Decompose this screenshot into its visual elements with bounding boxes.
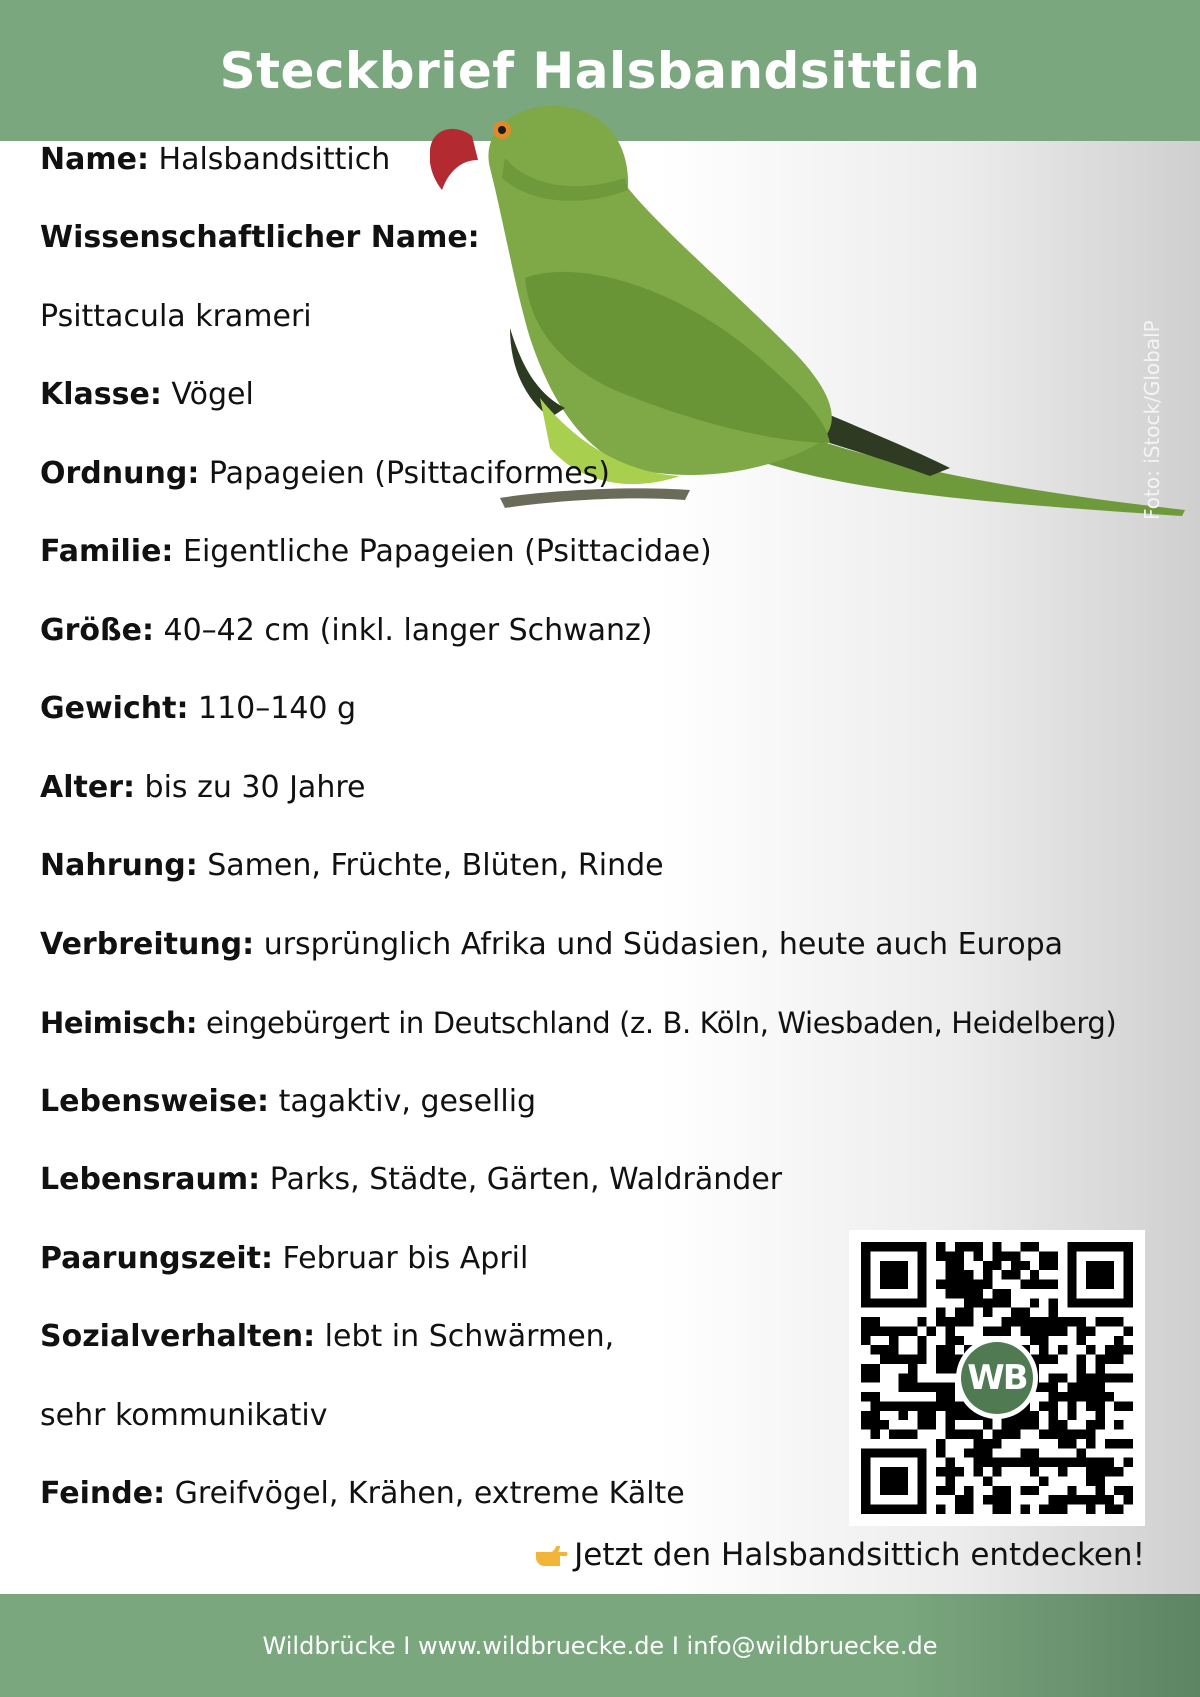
footer-text[interactable]: Wildbrücke I www.wildbruecke.de I info@wildbruecke.de [262,1631,938,1660]
fact-label: Lebensweise: [40,1084,270,1119]
fact-label: Paarungszeit: [40,1241,273,1276]
fact-label: Klasse: [40,377,162,412]
fact-label: Größe: [40,613,154,648]
fact-food [40,846,664,886]
fact-label: Ordnung: [40,456,200,491]
fact-value: Halsbandsittich [158,142,391,177]
fact-value: eingebürgert in Deutschland (z. B. Köln, Wiesbaden, Heidelberg) [205,1006,1117,1040]
fact-social-behavior [40,1317,614,1357]
fact-scientific-name-label [40,218,480,258]
logo-text: WB [961,1342,1033,1414]
call-to-action[interactable] [534,1535,1145,1575]
fact-label: Lebensraum: [40,1162,261,1197]
qr-code[interactable] [849,1230,1145,1526]
fact-value: 110–140 g [198,691,357,726]
fact-enemies [40,1474,685,1514]
fact-label: Familie: [40,534,174,569]
fact-value: Parks, Städte, Gärten, Waldränder [269,1162,783,1197]
fact-social-behavior-continued [40,1396,328,1436]
fact-value: Psittacula krameri [40,299,312,334]
fact-age [40,768,365,808]
fact-label: Name: [40,142,149,177]
fact-label: Wissenschaftlicher Name: [40,220,480,255]
fact-label: Sozialverhalten: [40,1319,316,1354]
fact-label: Feinde: [40,1476,166,1511]
fact-lifestyle [40,1082,536,1122]
photo-credit: Foto: iStock/GlobalP [1140,320,1164,520]
fact-value: Samen, Früchte, Blüten, Rinde [207,848,664,883]
fact-value: lebt in Schwärmen, [324,1319,615,1354]
fact-label: Heimisch: [40,1006,198,1040]
fact-value: 40–42 cm (inkl. langer Schwanz) [163,613,653,648]
fact-value: Vögel [171,377,254,412]
fact-scientific-name [40,297,312,337]
fact-label: Nahrung: [40,848,198,883]
fact-value: ursprünglich Afrika und Südasien, heute auch Europa [263,927,1063,962]
fact-value: Greifvögel, Krähen, extreme Kälte [174,1476,685,1511]
page-title: Steckbrief Halsbandsittich [219,41,981,100]
fact-value: Februar bis April [282,1241,529,1276]
fact-label: Verbreitung: [40,927,255,962]
fact-order [40,454,610,494]
fact-distribution [40,925,1063,965]
fact-label: Alter: [40,770,135,805]
fact-value: tagaktiv, gesellig [278,1084,537,1119]
fact-class [40,375,254,415]
fact-family [40,532,712,572]
fact-label: Gewicht: [40,691,189,726]
fact-name [40,140,390,180]
fact-value: sehr kommunikativ [40,1398,328,1433]
fact-weight [40,689,356,729]
fact-habitat [40,1160,782,1200]
pointing-hand-icon [534,1542,568,1568]
cta-text: Jetzt den Halsbandsittich entdecken! [574,1537,1145,1573]
fact-mating-season [40,1239,528,1279]
qr-logo [956,1337,1038,1419]
footer-banner [0,1594,1200,1697]
fact-value: Eigentliche Papageien (Psittacidae) [182,534,712,569]
fact-size [40,611,653,651]
fact-value: bis zu 30 Jahre [144,770,366,805]
fact-value: Papageien (Psittaciformes) [208,456,610,491]
fact-native [40,1003,1116,1043]
